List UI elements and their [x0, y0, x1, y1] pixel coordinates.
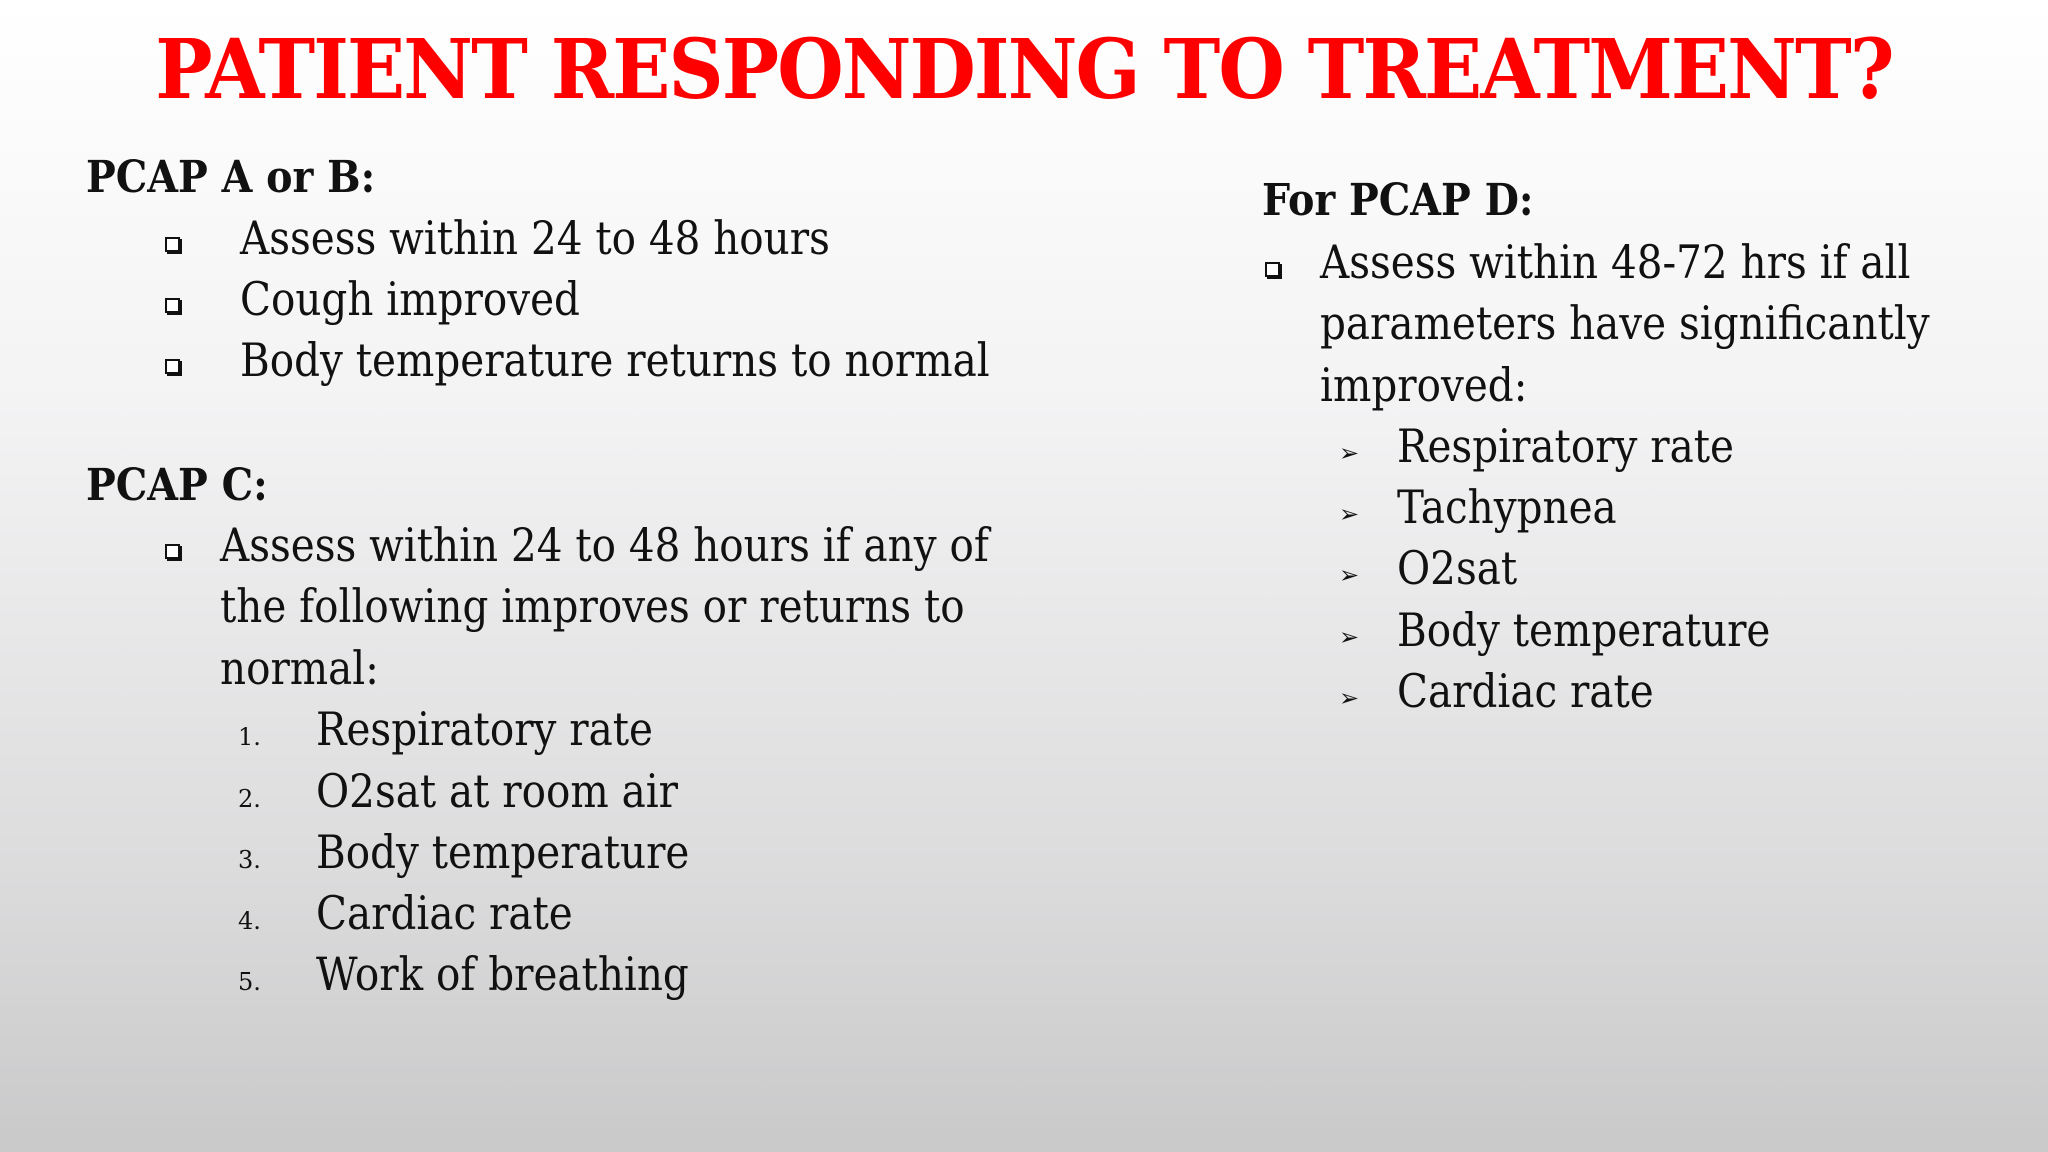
pcap-c-item-line: Assess within 24 to 48 hours if any of — [220, 518, 989, 572]
square-bullet-icon — [165, 298, 180, 313]
list-number: 4. — [238, 907, 261, 935]
pcap-d-subitem: Tachypnea — [1397, 480, 1617, 534]
pcap-c-subitem: Work of breathing — [316, 947, 689, 1001]
pcap-d-item-line: Assess within 48-72 hrs if all — [1320, 235, 1911, 289]
arrow-bullet-icon: ➢ — [1339, 561, 1360, 589]
pcap-c-item-line: the following improves or returns to — [220, 579, 965, 633]
square-bullet-icon — [165, 359, 180, 374]
pcap-ab-item: Assess within 24 to 48 hours — [240, 211, 830, 265]
pcap-d-item-line: improved: — [1320, 358, 1528, 412]
pcap-c-subitem: Respiratory rate — [316, 702, 653, 756]
square-bullet-icon — [1265, 262, 1280, 277]
pcap-d-heading: For PCAP D: — [1262, 175, 1534, 226]
pcap-d-subitem: Body temperature — [1397, 603, 1771, 657]
square-bullet-icon — [165, 544, 180, 559]
arrow-bullet-icon: ➢ — [1339, 684, 1360, 712]
pcap-d-item-line: parameters have significantly — [1320, 296, 1930, 350]
pcap-d-subitem: Respiratory rate — [1397, 419, 1734, 473]
square-bullet-icon — [165, 237, 180, 252]
pcap-d-subitem: Cardiac rate — [1397, 664, 1654, 718]
list-number: 1. — [238, 723, 261, 751]
pcap-c-subitem: Cardiac rate — [316, 886, 573, 940]
list-number: 2. — [238, 785, 261, 813]
pcap-d-subitem: O2sat — [1397, 541, 1518, 595]
arrow-bullet-icon: ➢ — [1339, 623, 1360, 651]
pcap-ab-heading: PCAP A or B: — [86, 152, 376, 203]
pcap-c-subitem: Body temperature — [316, 825, 690, 879]
pcap-ab-item: Cough improved — [240, 272, 580, 326]
pcap-ab-item: Body temperature returns to normal — [240, 333, 990, 387]
arrow-bullet-icon: ➢ — [1339, 439, 1360, 467]
slide-title: PATIENT RESPONDING TO TREATMENT? — [155, 22, 1893, 118]
pcap-c-item-line: normal: — [220, 641, 379, 695]
list-number: 5. — [238, 968, 261, 996]
pcap-c-subitem: O2sat at room air — [316, 764, 679, 818]
arrow-bullet-icon: ➢ — [1339, 500, 1360, 528]
list-number: 3. — [238, 846, 261, 874]
pcap-c-heading: PCAP C: — [86, 460, 268, 511]
